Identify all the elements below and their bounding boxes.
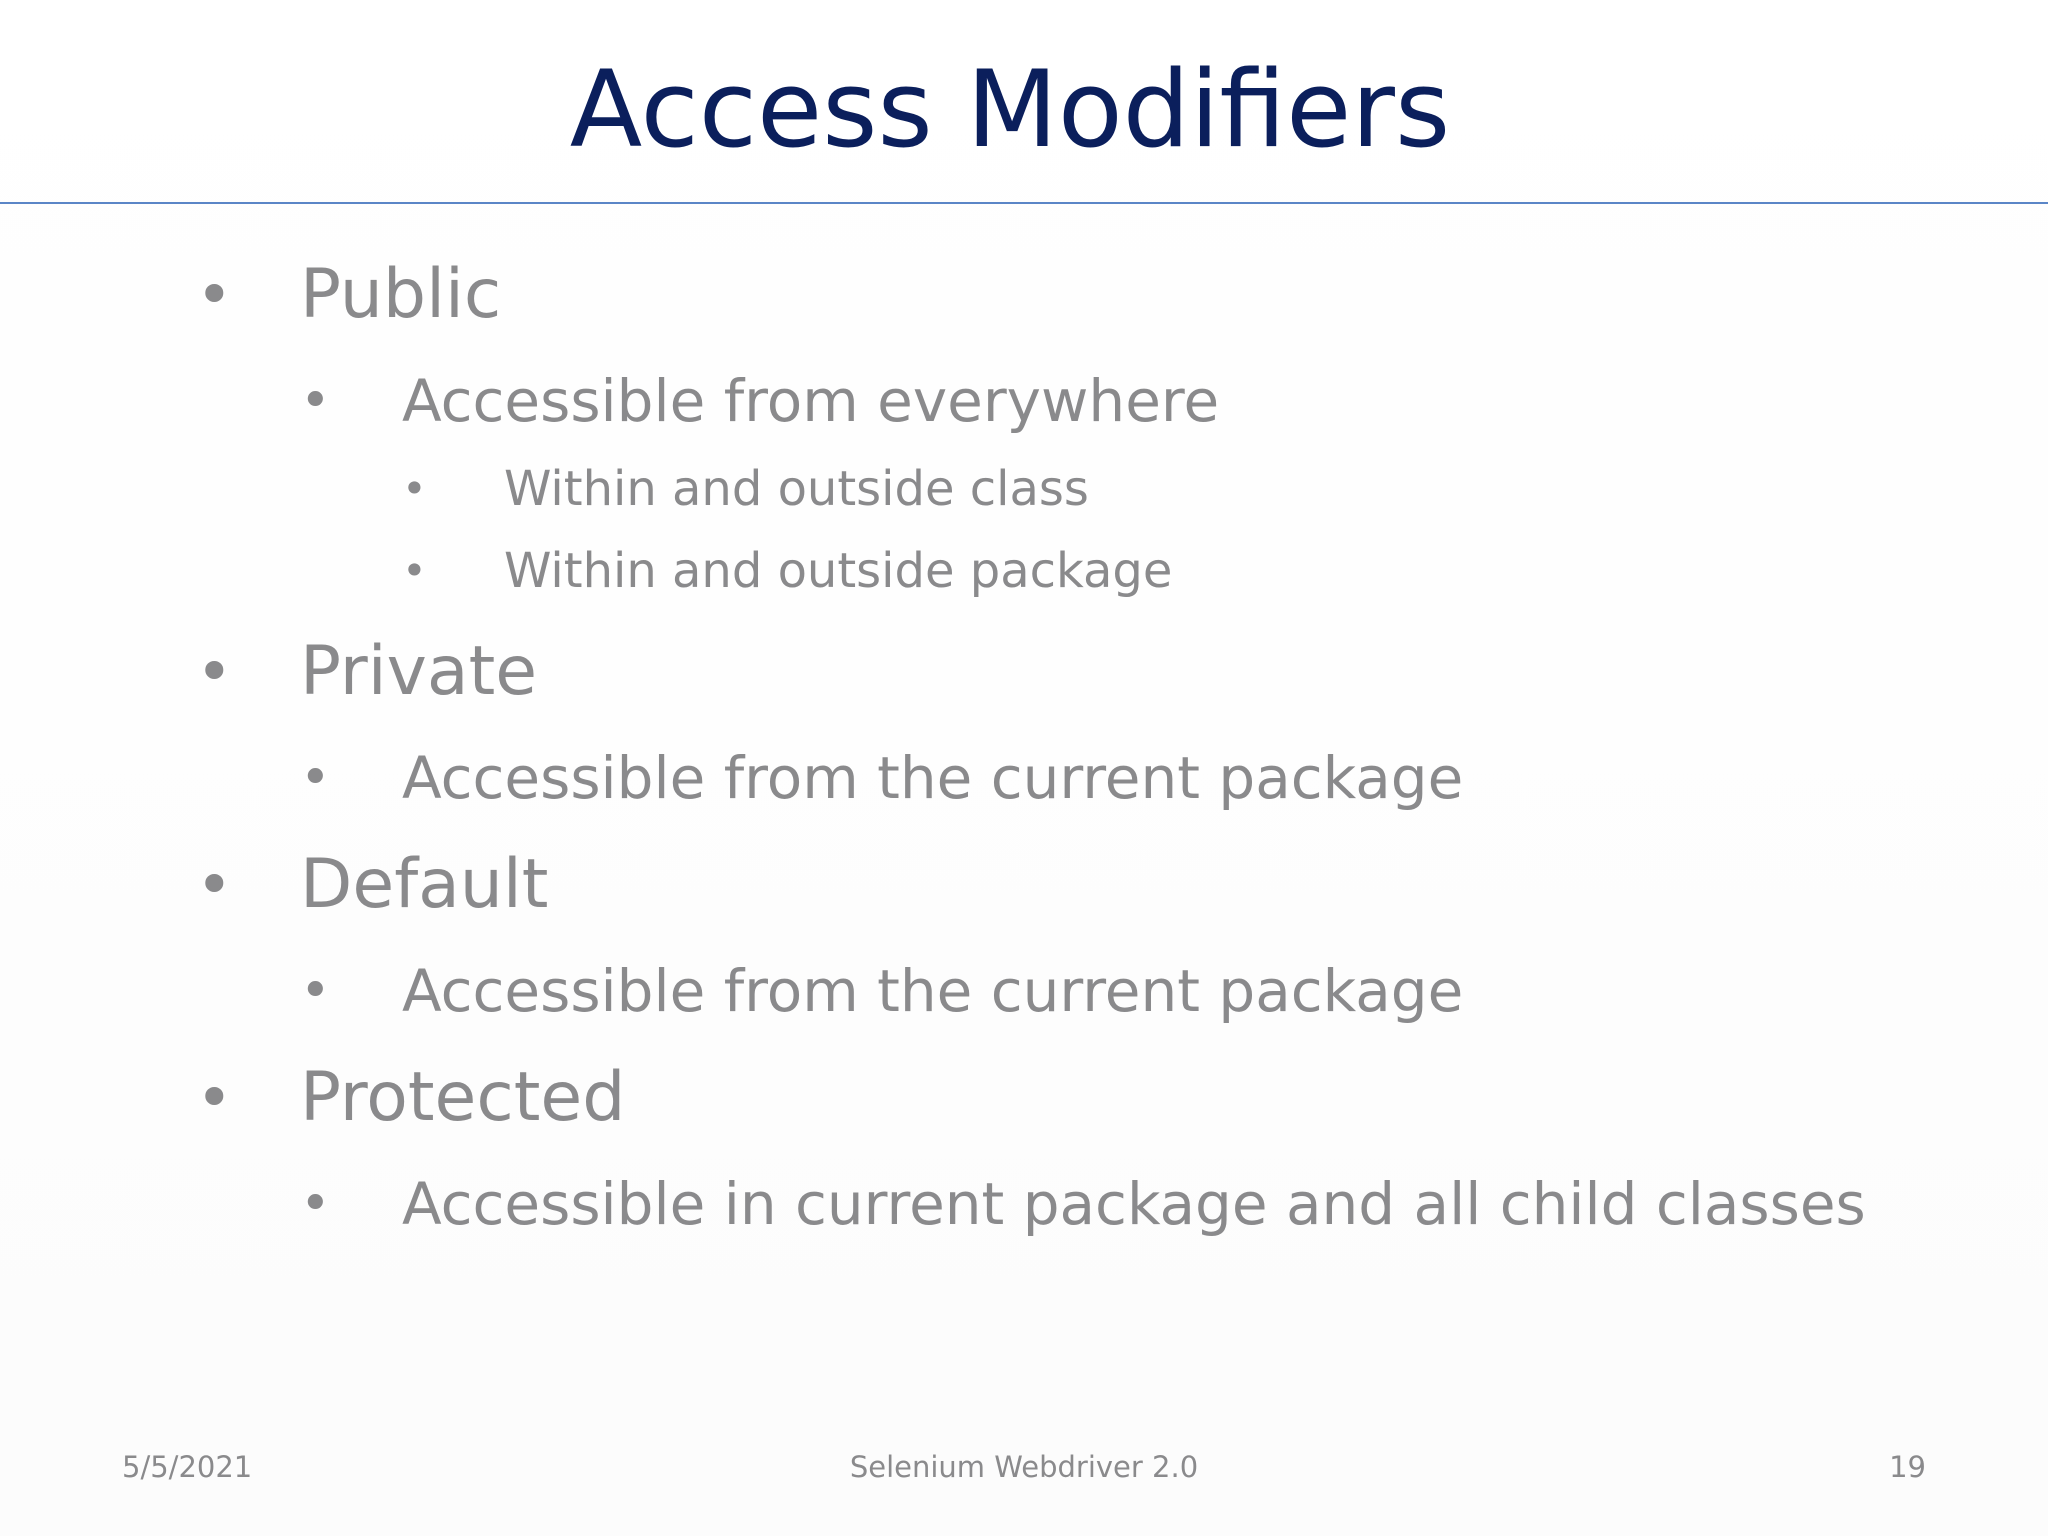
bullet-text: Private [300,632,538,711]
bullet-text: Default [300,845,549,924]
bullet-icon: • [196,258,233,331]
bullet-text: Within and outside class [504,461,1089,517]
bullet-icon: • [402,546,427,595]
slide-title: Access Modifiers [569,48,1451,171]
bullet-icon: • [300,371,331,431]
bullet-item-protected [196,1058,626,1138]
bullet-icon: • [196,635,233,708]
bullet-icon: • [402,464,427,513]
bullet-item-sub [300,366,1220,436]
bullet-icon: • [196,1061,233,1134]
footer-date: 5/5/2021 [122,1450,253,1484]
bullet-text: Accessible from the current package [402,744,1464,812]
bullet-item-public [196,255,502,335]
bullet-item-sub [300,1169,1866,1239]
bullet-icon: • [300,1174,331,1234]
bullet-item-default [196,845,549,925]
bullet-item-sub [300,743,1464,813]
bullet-item-private [196,632,538,712]
bullet-item-subsub [402,541,1173,601]
bullet-icon: • [300,961,331,1021]
page-number: 19 [1889,1450,1926,1484]
bullet-text: Accessible from everywhere [402,367,1220,435]
bullet-item-sub [300,956,1464,1026]
bullet-text: Accessible from the current package [402,957,1464,1025]
bullet-text: Accessible in current package and all child classes [402,1170,1866,1238]
footer-title: Selenium Webdriver 2.0 [849,1450,1199,1484]
bullet-text: Within and outside package [504,543,1173,599]
bullet-icon: • [196,848,233,921]
bullet-item-subsub [402,459,1089,519]
bullet-text: Protected [300,1058,626,1137]
bullet-text: Public [300,255,502,334]
bullet-icon: • [300,748,331,808]
